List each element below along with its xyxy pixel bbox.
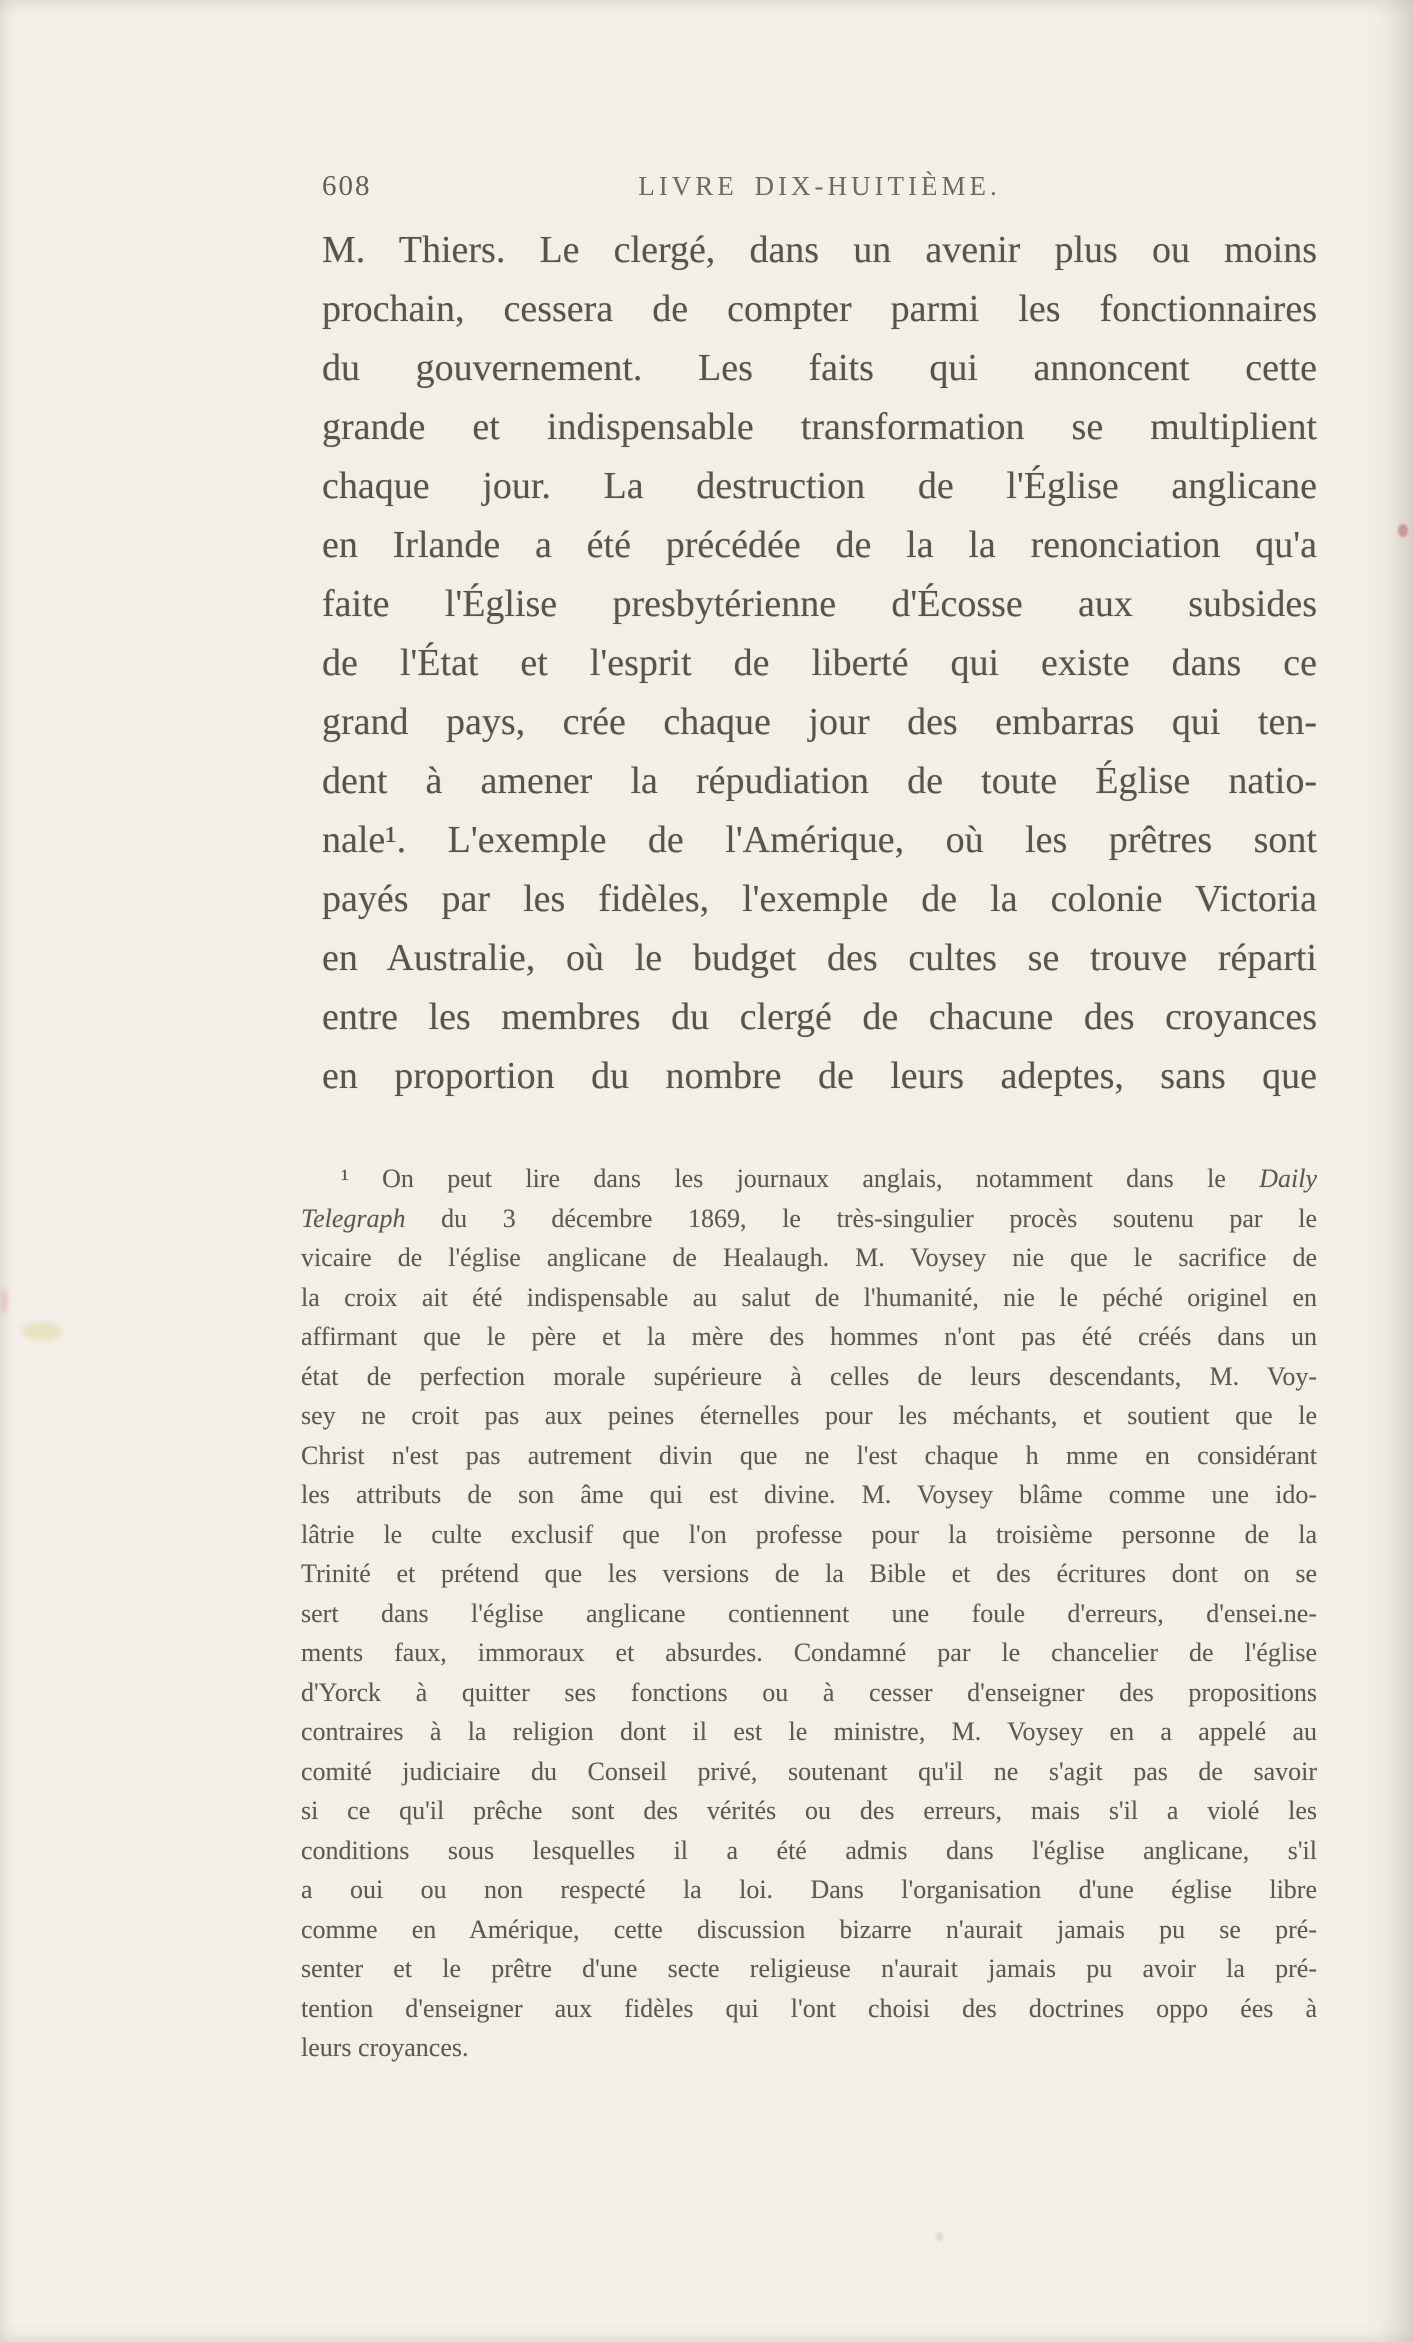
text-line: tention d'enseigner aux fidèles qui l'ont choisi des doctrines oppo ées à [301, 1993, 1317, 2023]
footnote-block [301, 1159, 1317, 2068]
scan-artifact-pink-edge-mark [0, 1288, 8, 1314]
text-line: entre les membres du clergé de chacune des croyances [322, 996, 1317, 1038]
scan-artifact-gray-dash [936, 2232, 943, 2241]
text-line: en Australie, où le budget des cultes se trouve réparti [322, 937, 1317, 979]
text-line: ments faux, immoraux et absurdes. Condamné par le chancelier de l'église [301, 1638, 1317, 1667]
text-line: les attributs de son âme qui est divine. M. Voysey blâme comme une ido- [301, 1480, 1317, 1509]
text-line: Trinité et prétend que les versions de la Bible et des écritures dont on se [301, 1559, 1317, 1588]
text-line: chaque jour. La destruction de l'Église anglicane [322, 465, 1317, 507]
text-line: comme en Amérique, cette discussion bizarre n'aurait jamais pu se pré- [301, 1914, 1317, 1944]
text-line: en proportion du nombre de leurs adeptes, sans que [322, 1055, 1317, 1097]
text-line: du gouvernement. Les faits qui annoncent cette [322, 347, 1317, 389]
text-line: ¹ On peut lire dans les journaux anglais, notamment dans le Daily [341, 1164, 1317, 1193]
text-line: leurs croyances. [301, 2033, 469, 2062]
text-line: comité judiciaire du Conseil privé, soutenant qu'il ne s'agit pas de savoir [301, 1756, 1317, 1786]
scan-artifact-yellow-smudge [22, 1322, 62, 1340]
text-line: senter et le prêtre d'une secte religieuse n'aurait jamais pu avoir la pré- [301, 1954, 1317, 1983]
text-line: Telegraph du 3 décembre 1869, le très-singulier procès soutenu par le [301, 1203, 1317, 1233]
text-line: sey ne croit pas aux peines éternelles pour les méchants, et soutient que le [301, 1401, 1317, 1430]
main-text-paragraph [322, 221, 1317, 1106]
text-line: conditions sous lesquelles il a été admis dans l'église anglicane, s'il [301, 1835, 1317, 1865]
text-line: vicaire de l'église anglicane de Healaugh. M. Voysey nie que le sacrifice de [301, 1243, 1317, 1272]
text-line: contraires à la religion dont il est le ministre, M. Voysey en a appelé au [301, 1717, 1317, 1746]
text-line: si ce qu'il prêche sont des vérités ou des erreurs, mais s'il a violé les [301, 1796, 1317, 1825]
page-number: 608 [322, 170, 372, 202]
text-line: d'Yorck à quitter ses fonctions ou à cesser d'enseigner des propositions [301, 1677, 1317, 1707]
text-line: M. Thiers. Le clergé, dans un avenir plus ou moins [322, 229, 1317, 271]
text-line: affirmant que le père et la mère des hommes n'ont pas été créés dans un [301, 1322, 1317, 1351]
text-line: nale¹. L'exemple de l'Amérique, où les prêtres sont [322, 819, 1317, 861]
text-line: faite l'Église presbytérienne d'Écosse aux subsides [322, 583, 1317, 625]
scan-artifact-red-dot [1398, 524, 1408, 537]
text-line: en Irlande a été précédée de la la renonciation qu'a [322, 524, 1317, 566]
text-line: dent à amener la répudiation de toute Église natio- [322, 760, 1317, 802]
page-header-row [322, 168, 1317, 210]
text-line: Christ n'est pas autrement divin que ne l'est chaque h mme en considérant [301, 1440, 1317, 1470]
text-line: payés par les fidèles, l'exemple de la colonie Victoria [322, 878, 1317, 920]
text-line: de l'État et l'esprit de liberté qui existe dans ce [322, 642, 1317, 684]
text-line: état de perfection morale supérieure à celles de leurs descendants, M. Voy- [301, 1361, 1317, 1391]
text-line: prochain, cessera de compter parmi les fonctionnaires [322, 288, 1317, 330]
running-header-title: LIVRE DIX-HUITIÈME. [638, 171, 1001, 201]
text-line: a oui ou non respecté la loi. Dans l'organisation d'une église libre [301, 1875, 1317, 1904]
text-line: grande et indispensable transformation se multiplient [322, 406, 1317, 448]
text-line: grand pays, crée chaque jour des embarras qui ten- [322, 701, 1317, 743]
text-line: sert dans l'église anglicane contiennent une foule d'erreurs, d'ensei.ne- [301, 1598, 1317, 1628]
text-line: lâtrie le culte exclusif que l'on professe pour la troisième personne de la [301, 1519, 1317, 1549]
text-line: la croix ait été indispensable au salut de l'humanité, nie le péché originel en [301, 1282, 1317, 1312]
